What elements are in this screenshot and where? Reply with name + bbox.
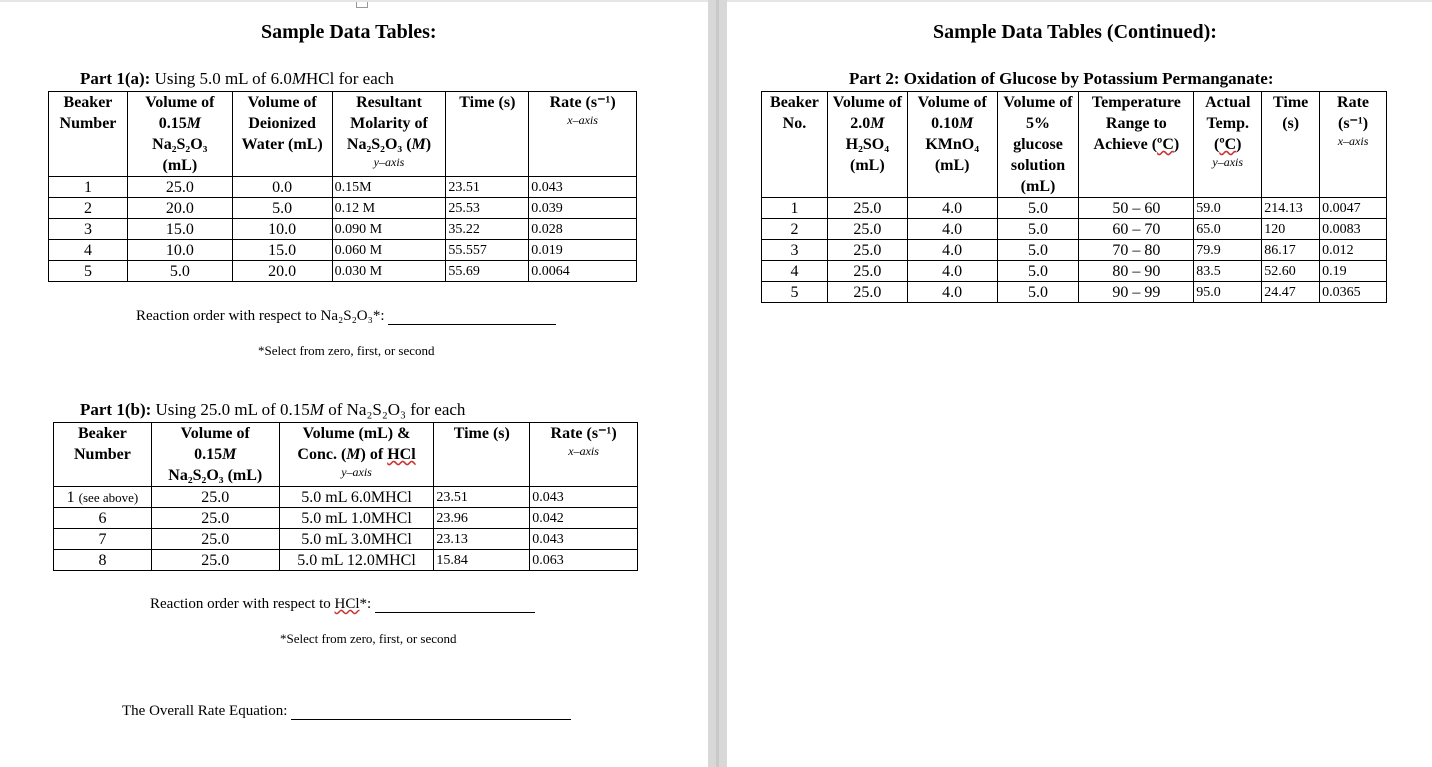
- cell-molarity: [332, 219, 446, 240]
- cell-rate: [529, 219, 637, 240]
- cell-rate: [529, 177, 637, 198]
- table-row: [54, 508, 638, 529]
- table-row: [49, 261, 637, 282]
- cell-value: 4.0: [942, 283, 963, 301]
- cell-value: 25.0: [853, 262, 882, 280]
- caption-end: HCl for each: [306, 69, 394, 88]
- cell-beaker: [762, 219, 828, 240]
- cell-value: 15.0: [268, 241, 297, 259]
- cell-value: 10.0: [165, 241, 194, 259]
- cell-value: 35.22: [448, 221, 480, 237]
- part1a-body: [49, 177, 637, 282]
- cell-value: 3: [790, 241, 799, 259]
- cell-glucose: [997, 198, 1079, 219]
- cell-value: 25.0: [201, 509, 230, 527]
- cell-value: 25.53: [448, 200, 480, 216]
- page-title: Sample Data Tables (Continued):: [933, 21, 1217, 43]
- page-divider: [716, 0, 719, 767]
- header-h2so4: [827, 92, 907, 198]
- cell-value: 0.060 M: [334, 242, 383, 258]
- cell-time: [446, 240, 529, 261]
- header-time: Time (s): [434, 423, 530, 487]
- axis-label: y–axis: [1212, 155, 1244, 169]
- cell-h2so4: [827, 240, 907, 261]
- header-rate: [1320, 92, 1387, 198]
- header-text: Rate (s⁻¹): [550, 425, 617, 442]
- cell-value: 20.0: [165, 199, 194, 217]
- header-molar: M: [959, 115, 974, 132]
- cell-value: 25.0: [201, 530, 230, 548]
- cell-molarity: [332, 198, 446, 219]
- header-text: ): [1173, 136, 1180, 153]
- table-header-row: [762, 92, 1387, 198]
- cell-actual: [1194, 240, 1262, 261]
- part1b-body: [54, 487, 638, 571]
- cell-vol: [127, 240, 232, 261]
- part2-body: [762, 198, 1387, 303]
- cell-kmno4: [907, 261, 997, 282]
- header-beaker: Beaker Number: [54, 423, 152, 487]
- header-hcl: [279, 423, 434, 487]
- spellcheck-word: ºC: [1157, 136, 1174, 153]
- cell-value: 25.0: [853, 220, 882, 238]
- cell-value: 5.0 mL 12.0MHCl: [297, 551, 416, 569]
- cell-value: 0.0083: [1322, 221, 1361, 237]
- cell-value: 4.0: [942, 262, 963, 280]
- header-text: H₂SO₄ (mL): [845, 136, 890, 174]
- cell-value: 5.0: [1028, 283, 1048, 301]
- cell-value: 4.0: [942, 220, 963, 238]
- cell-time: [434, 550, 530, 571]
- cell-value: 0.15M: [334, 179, 372, 195]
- answer-blank[interactable]: [388, 310, 556, 325]
- table-row: [49, 177, 637, 198]
- header-text: (: [1213, 136, 1220, 153]
- cell-actual: [1194, 219, 1262, 240]
- header-kmno4: [907, 92, 997, 198]
- cell-value: 0.0047: [1322, 200, 1361, 216]
- cell-conc: [279, 487, 434, 508]
- cell-range: [1079, 261, 1194, 282]
- header-molarity: [332, 92, 446, 177]
- part2-caption: Part 2: Oxidation of Glucose by Potassium Permanganate:: [849, 69, 1274, 88]
- cell-vol: [127, 198, 232, 219]
- cell-value: 65.0: [1196, 221, 1221, 237]
- cell-value: 23.13: [436, 531, 468, 547]
- cell-time: [446, 198, 529, 219]
- header-volume-water: Volume of Deionized Water (mL): [232, 92, 332, 177]
- caption-bold: Part 1(a):: [80, 69, 151, 88]
- answer-blank[interactable]: [375, 598, 535, 613]
- cell-value: 4: [790, 262, 799, 280]
- header-text: Resultant Molarity of: [350, 94, 428, 132]
- cell-beaker: [49, 261, 128, 282]
- axis-label: x–axis: [567, 113, 598, 127]
- cell-rate: [1320, 282, 1387, 303]
- cell-value: 59.0: [1196, 200, 1221, 216]
- cell-vol: [151, 550, 279, 571]
- cell-value: 2: [83, 199, 92, 217]
- cell-rate: [1320, 261, 1387, 282]
- cell-time: [434, 487, 530, 508]
- part1a-table: [48, 91, 637, 282]
- cell-time: [1262, 198, 1320, 219]
- header-beaker: Beaker No.: [762, 92, 828, 198]
- cell-time: [1262, 219, 1320, 240]
- header-temp-range: [1079, 92, 1194, 198]
- header-text: 0.15: [194, 446, 223, 463]
- cell-value: 7: [98, 530, 107, 548]
- header-text: ): [425, 136, 432, 153]
- cell-value: 2: [790, 220, 799, 238]
- cell-vol: [151, 529, 279, 550]
- cell-value: 15.0: [165, 220, 194, 238]
- header-glucose: Volume of 5% glucose solution (mL): [997, 92, 1079, 198]
- caption-bold: Part 1(b):: [80, 400, 152, 419]
- cell-rate: [530, 487, 638, 508]
- cell-value: 25.0: [165, 178, 194, 196]
- document-page-right[interactable]: [727, 2, 1432, 767]
- header-text: Na₂S₂O₃: [152, 136, 208, 153]
- cell-water: [232, 261, 332, 282]
- cell-conc: [279, 529, 434, 550]
- spellcheck-word: HCl: [387, 446, 416, 463]
- header-rate: [530, 423, 638, 487]
- spellcheck-word: HCl: [334, 596, 360, 612]
- cell-actual: [1194, 282, 1262, 303]
- cell-value: 0.042: [532, 510, 564, 526]
- cell-beaker: [54, 550, 152, 571]
- header-beaker: Beaker Number: [49, 92, 128, 177]
- header-text: Na₂S₂O₃ (: [346, 136, 412, 153]
- cell-value: 4: [83, 241, 92, 259]
- cell-water: [232, 240, 332, 261]
- table-row: [49, 198, 637, 219]
- cell-h2so4: [827, 198, 907, 219]
- caption-text: Using 5.0 mL of 6.0: [154, 69, 292, 88]
- cell-actual: [1194, 261, 1262, 282]
- cell-water: [232, 219, 332, 240]
- cell-value: 25.0: [853, 241, 882, 259]
- cell-conc: [279, 550, 434, 571]
- cell-value: 80 – 90: [1112, 262, 1161, 280]
- header-molar: M: [346, 446, 361, 463]
- cell-kmno4: [907, 240, 997, 261]
- cell-value: 23.51: [448, 179, 480, 195]
- axis-label: y–axis: [373, 155, 405, 169]
- cell-value: 1: [790, 199, 799, 217]
- cell-value: 10.0: [268, 220, 297, 238]
- axis-label: x–axis: [568, 444, 599, 458]
- cell-value: 15.84: [436, 552, 468, 568]
- header-text: Volume (mL) &: [302, 425, 411, 442]
- axis-label: y–axis: [341, 465, 372, 479]
- header-text: Conc. (: [297, 446, 347, 463]
- cell-value: 70 – 80: [1112, 241, 1161, 259]
- cell-molarity: [332, 240, 446, 261]
- cell-rate: [530, 550, 638, 571]
- cell-value: 214.13: [1264, 200, 1303, 216]
- cell-kmno4: [907, 282, 997, 303]
- cell-value: 5: [83, 262, 92, 280]
- order-label: *:: [359, 596, 372, 612]
- cell-vol: [127, 177, 232, 198]
- cell-value: 0.19: [1322, 263, 1347, 279]
- cell-value: 5.0 mL 1.0MHCl: [301, 509, 412, 527]
- cell-range: [1079, 240, 1194, 261]
- cell-value: 4.0: [942, 199, 963, 217]
- cell-time: [446, 219, 529, 240]
- table-row: [49, 240, 637, 261]
- cell-glucose: [997, 240, 1079, 261]
- cell-value: 0.0: [272, 178, 293, 196]
- cell-beaker: [49, 240, 128, 261]
- caption-end: of Na₂S₂O₃ for each: [328, 400, 466, 419]
- order-label: Reaction order with respect to Na₂S₂O₃*:: [136, 308, 385, 324]
- answer-blank[interactable]: [291, 705, 571, 720]
- table-row: [762, 240, 1387, 261]
- header-text: Temperature Range to Achieve (: [1091, 94, 1181, 153]
- spellcheck-word: ºC: [1219, 136, 1237, 153]
- header-time: Time (s): [446, 92, 529, 177]
- cell-beaker: [762, 240, 828, 261]
- header-text: Volume of 2.0: [832, 94, 902, 132]
- cell-value: 4.0: [942, 241, 963, 259]
- header-text: Volume of: [145, 94, 215, 111]
- cell-beaker: [762, 282, 828, 303]
- header-text: Volume of: [180, 425, 250, 442]
- part1b-caption: [80, 400, 465, 420]
- cell-value: 0.0365: [1322, 284, 1361, 300]
- header-text: Rate (s⁻¹): [1337, 94, 1370, 132]
- cell-molarity: [332, 261, 446, 282]
- cell-value: 0.012: [1322, 242, 1354, 258]
- cell-value: 5.0: [169, 262, 190, 280]
- cell-rate: [1320, 198, 1387, 219]
- cell-actual: [1194, 198, 1262, 219]
- part1a-caption: [80, 69, 394, 89]
- axis-label: x–axis: [1337, 134, 1369, 148]
- cell-value: 60 – 70: [1112, 220, 1161, 238]
- header-text: ): [1236, 136, 1242, 153]
- order-line-hcl: [150, 596, 535, 613]
- cell-value: 52.60: [1264, 263, 1296, 279]
- cell-value: 5.0: [272, 199, 293, 217]
- header-volume-thiosulfate: [151, 423, 279, 487]
- cell-time: [434, 529, 530, 550]
- cell-value: 0.043: [531, 179, 563, 195]
- cell-value: 0.043: [532, 489, 564, 505]
- cell-value: 3: [83, 220, 92, 238]
- cell-time: [446, 177, 529, 198]
- cell-value: 5.0: [1028, 220, 1048, 238]
- cell-value: 5.0: [1028, 241, 1048, 259]
- order-label: Reaction order with respect to: [150, 596, 331, 612]
- cell-rate: [530, 529, 638, 550]
- header-molar: M: [411, 136, 426, 153]
- cell-value: 120: [1264, 221, 1286, 237]
- cell-value: 1: [66, 488, 75, 506]
- table-row: [54, 529, 638, 550]
- cell-value: 24.47: [1264, 284, 1296, 300]
- cell-glucose: [997, 261, 1079, 282]
- cell-h2so4: [827, 282, 907, 303]
- cell-value: 95.0: [1196, 284, 1221, 300]
- cell-beaker: [54, 529, 152, 550]
- cell-rate: [1320, 240, 1387, 261]
- cell-conc: [279, 508, 434, 529]
- table-row: [762, 261, 1387, 282]
- cell-h2so4: [827, 219, 907, 240]
- header-time: Time (s): [1262, 92, 1320, 198]
- cell-value: 0.0064: [531, 263, 570, 279]
- cell-value: 0.028: [531, 221, 563, 237]
- cell-value: 83.5: [1196, 263, 1221, 279]
- cell-time: [446, 261, 529, 282]
- cell-time: [1262, 282, 1320, 303]
- caption-text: Using 25.0 mL of 0.15: [155, 400, 310, 419]
- cell-rate: [529, 198, 637, 219]
- cell-glucose: [997, 282, 1079, 303]
- cell-value: 0.019: [531, 242, 563, 258]
- cell-range: [1079, 282, 1194, 303]
- header-volume-thiosulfate: [127, 92, 232, 177]
- header-molar: M: [186, 115, 201, 132]
- header-text: 0.15: [158, 115, 187, 132]
- cell-range: [1079, 198, 1194, 219]
- overall-label: The Overall Rate Equation:: [122, 703, 288, 719]
- cell-value: 5.0: [1028, 262, 1048, 280]
- cell-range: [1079, 219, 1194, 240]
- cell-rate: [529, 240, 637, 261]
- cell-value: 25.0: [853, 283, 882, 301]
- cell-rate: [1320, 219, 1387, 240]
- header-text: (mL): [162, 157, 198, 174]
- header-text: Volume of 0.10: [917, 94, 987, 132]
- cell-value: 1: [83, 178, 92, 196]
- cell-beaker: [49, 177, 128, 198]
- document-page-left[interactable]: [0, 2, 708, 767]
- cell-vol: [151, 508, 279, 529]
- cell-beaker: [762, 261, 828, 282]
- cell-beaker: [49, 198, 128, 219]
- caption-molar: M: [291, 69, 307, 88]
- cell-value: 23.51: [436, 489, 468, 505]
- header-text: Na₂S₂O₃ (mL): [168, 467, 263, 484]
- header-molar: M: [870, 115, 885, 132]
- cell-value: 23.96: [436, 510, 468, 526]
- header-text: Actual Temp.: [1205, 94, 1251, 132]
- cell-water: [232, 198, 332, 219]
- cell-glucose: [997, 219, 1079, 240]
- table-header-row: [54, 423, 638, 487]
- cell-value: 0.063: [532, 552, 564, 568]
- table-row: [762, 219, 1387, 240]
- cell-value: 6: [98, 509, 107, 527]
- order-line-thiosulfate: [136, 308, 556, 325]
- overall-rate-line: [122, 703, 571, 720]
- cell-value: 5: [790, 283, 799, 301]
- part2-table: [761, 91, 1387, 303]
- cell-time: [1262, 261, 1320, 282]
- cell-rate: [529, 261, 637, 282]
- cell-beaker: [762, 198, 828, 219]
- table-row: [54, 550, 638, 571]
- cell-water: [232, 177, 332, 198]
- cell-value: 86.17: [1264, 242, 1296, 258]
- cell-kmno4: [907, 198, 997, 219]
- header-rate: [529, 92, 637, 177]
- cell-value: 0.090 M: [334, 221, 383, 237]
- page-marker: [356, 2, 368, 8]
- cell-value: 25.0: [201, 488, 230, 506]
- cell-value: 55.69: [448, 263, 480, 279]
- cell-beaker: [54, 508, 152, 529]
- cell-kmno4: [907, 219, 997, 240]
- cell-vol: [127, 261, 232, 282]
- header-text: ) of: [360, 446, 384, 463]
- cell-value: 50 – 60: [1112, 199, 1161, 217]
- order-note: *Select from zero, first, or second: [280, 631, 457, 646]
- table-row: [49, 219, 637, 240]
- cell-note: (see above): [78, 489, 139, 505]
- part1b-table: [53, 422, 638, 571]
- cell-value: 25.0: [853, 199, 882, 217]
- header-molar: M: [222, 446, 237, 463]
- cell-value: 0.039: [531, 200, 563, 216]
- cell-value: 0.043: [532, 531, 564, 547]
- cell-molarity: [332, 177, 446, 198]
- page-title: Sample Data Tables:: [261, 21, 437, 43]
- cell-time: [1262, 240, 1320, 261]
- cell-value: 79.9: [1196, 242, 1221, 258]
- order-note: *Select from zero, first, or second: [258, 343, 435, 358]
- cell-value: 5.0 mL 6.0MHCl: [301, 488, 412, 506]
- cell-value: 5.0: [1028, 199, 1048, 217]
- table-row: [762, 198, 1387, 219]
- cell-vol: [151, 487, 279, 508]
- header-text: Rate (s⁻¹): [549, 94, 616, 111]
- cell-value: 20.0: [268, 262, 297, 280]
- cell-vol: [127, 219, 232, 240]
- cell-value: 55.557: [448, 242, 487, 258]
- cell-value: 25.0: [201, 551, 230, 569]
- cell-value: 5.0 mL 3.0MHCl: [301, 530, 412, 548]
- header-actual-temp: [1194, 92, 1262, 198]
- cell-beaker: [49, 219, 128, 240]
- table-header-row: [49, 92, 637, 177]
- cell-time: [434, 508, 530, 529]
- cell-rate: [530, 508, 638, 529]
- cell-value: 8: [98, 551, 107, 569]
- cell-value: 0.12 M: [334, 200, 376, 216]
- cell-h2so4: [827, 261, 907, 282]
- table-row: [54, 487, 638, 508]
- table-row: [762, 282, 1387, 303]
- cell-value: 0.030 M: [334, 263, 383, 279]
- cell-beaker: [54, 487, 152, 508]
- caption-molar: M: [309, 400, 324, 419]
- header-text: KMnO₄ (mL): [925, 136, 980, 174]
- cell-value: 90 – 99: [1112, 283, 1161, 301]
